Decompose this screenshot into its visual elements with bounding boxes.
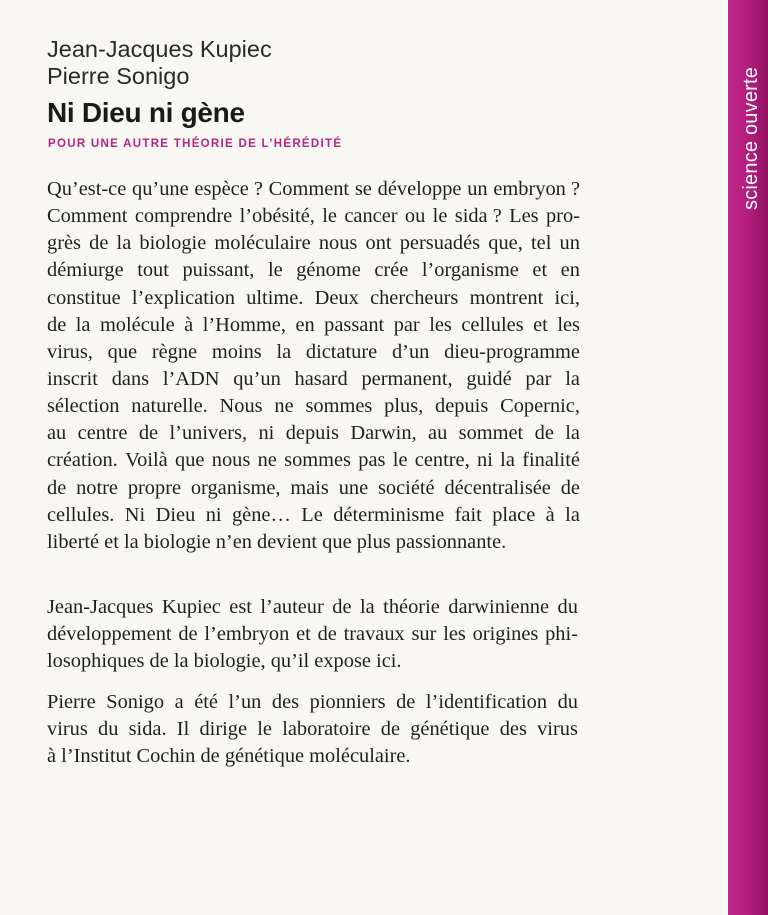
word: mais xyxy=(290,476,329,499)
text-line xyxy=(47,176,580,203)
word: création. xyxy=(47,449,118,472)
bio-lines xyxy=(47,594,578,648)
word: le xyxy=(257,718,272,741)
word: sommet xyxy=(458,422,524,445)
text-line xyxy=(47,502,580,529)
word: constitue xyxy=(47,286,121,309)
word: une xyxy=(338,476,369,499)
word: dans xyxy=(111,367,150,390)
word: sommes xyxy=(305,395,373,418)
word: sur xyxy=(411,623,437,646)
word: du xyxy=(98,718,119,741)
word: origines xyxy=(472,623,539,646)
word: de xyxy=(89,232,109,255)
summary-lines xyxy=(47,176,580,529)
bio-last-line: à l’Institut Cochin de génétique moléculaire. xyxy=(47,745,411,768)
word: l’identification xyxy=(425,691,548,713)
word: de xyxy=(47,476,67,499)
word: par xyxy=(525,367,552,390)
word: ou xyxy=(404,205,426,228)
word: cancer xyxy=(344,205,398,228)
word: plus, xyxy=(384,395,424,418)
word: chercheurs xyxy=(370,286,459,309)
word: tout xyxy=(137,259,169,282)
word: qu’une xyxy=(132,178,189,200)
word: moléculaire xyxy=(214,232,311,255)
word: la xyxy=(565,503,580,526)
bio-lines xyxy=(47,689,578,743)
word: l’ADN xyxy=(162,367,220,390)
word: que xyxy=(175,449,205,472)
word: l’univers, xyxy=(169,422,248,445)
word: de xyxy=(178,623,198,646)
authors xyxy=(47,36,272,90)
word: virus xyxy=(537,718,578,741)
word: la xyxy=(500,449,515,472)
word: ici, xyxy=(554,286,580,309)
word: l’auteur xyxy=(260,596,324,618)
word: du xyxy=(557,691,578,713)
word: théorie xyxy=(383,596,440,618)
word: la xyxy=(116,232,132,255)
word: Le xyxy=(301,503,323,526)
word: la xyxy=(359,596,375,618)
word: les xyxy=(429,313,452,336)
word: décentralisée xyxy=(444,476,551,499)
word: au xyxy=(47,422,67,445)
word: que xyxy=(107,340,138,363)
word: naturelle. xyxy=(131,395,208,418)
word: hasard xyxy=(294,367,348,390)
word: est xyxy=(229,596,252,618)
word: Sonigo xyxy=(106,691,165,713)
word: l’Homme, xyxy=(202,313,286,336)
word: du xyxy=(557,596,578,618)
word: persuadés xyxy=(399,232,481,255)
word: d’un xyxy=(391,340,430,363)
word: de xyxy=(396,691,416,713)
word: centre xyxy=(77,422,128,445)
word: et xyxy=(296,623,311,646)
word: sida. xyxy=(128,718,167,741)
word: les xyxy=(557,313,580,336)
word: un xyxy=(467,178,488,200)
word: sommes xyxy=(284,449,351,472)
text-line xyxy=(47,420,580,447)
word: la xyxy=(276,340,292,363)
word: ni xyxy=(205,503,222,526)
word: Dieu xyxy=(155,503,196,526)
word: pro- xyxy=(545,205,580,228)
word: gène… xyxy=(231,503,291,526)
word: et xyxy=(532,259,548,282)
word: se xyxy=(354,178,372,200)
word: Qu’est-ce xyxy=(47,178,127,200)
word: les xyxy=(443,623,466,646)
word: développement xyxy=(47,623,172,646)
text-line xyxy=(47,393,580,420)
word: de xyxy=(534,422,554,445)
word: dirige xyxy=(199,718,248,741)
word: qu’un xyxy=(233,367,281,390)
word: ni xyxy=(477,449,493,472)
word: inscrit xyxy=(47,367,98,390)
word: le xyxy=(322,205,337,228)
word: a xyxy=(174,691,184,713)
word: permanent, xyxy=(361,367,453,390)
text-line xyxy=(47,689,578,716)
word: que, xyxy=(488,232,523,255)
word: nous xyxy=(318,232,358,255)
word: règne xyxy=(151,340,198,363)
word: Deux xyxy=(314,286,359,309)
word: notre xyxy=(76,476,118,499)
word: la xyxy=(565,422,580,445)
word: génétique xyxy=(410,718,490,741)
word: la xyxy=(565,367,580,390)
word: embryon ? xyxy=(493,178,580,200)
word: depuis xyxy=(285,422,339,445)
word: laboratoire xyxy=(282,718,371,741)
author-bio-sonigo xyxy=(47,689,578,770)
word: virus, xyxy=(47,340,93,363)
word: ne xyxy=(257,449,277,472)
word: finalité xyxy=(522,449,580,472)
word: moins xyxy=(211,340,262,363)
word: ont xyxy=(365,232,392,255)
word: grès xyxy=(47,232,81,255)
word: darwinienne xyxy=(448,596,550,618)
word: ultime. xyxy=(246,286,304,309)
word: ni xyxy=(258,422,275,445)
word: déterminisme xyxy=(333,503,445,526)
word: propre xyxy=(127,476,182,499)
word: Il xyxy=(176,718,190,741)
word: Ni xyxy=(124,503,146,526)
word: développe xyxy=(377,178,462,200)
word: crée xyxy=(374,259,409,282)
word: de xyxy=(332,596,352,618)
word: passant xyxy=(324,313,385,336)
word: l’explication xyxy=(131,286,235,309)
word: montrent xyxy=(469,286,544,309)
word: virus xyxy=(47,718,88,741)
word: guidé xyxy=(466,367,512,390)
word: Comment xyxy=(268,178,350,200)
word: Kupiec xyxy=(161,596,221,618)
word: sélection xyxy=(47,395,120,418)
word: pionniers xyxy=(309,691,386,713)
word: des xyxy=(271,691,300,713)
word: Comment xyxy=(47,205,128,228)
word: Nous xyxy=(219,395,263,418)
word: en xyxy=(295,313,315,336)
text-line xyxy=(47,312,580,339)
word: cellules xyxy=(461,313,524,336)
text-line xyxy=(47,447,580,474)
word: un xyxy=(559,232,580,255)
word: par xyxy=(393,313,420,336)
word: génome xyxy=(296,259,361,282)
author-bio-kupiec xyxy=(47,594,578,675)
summary-paragraph xyxy=(47,176,580,556)
word: place xyxy=(492,503,536,526)
word: Copernic, xyxy=(500,395,580,418)
word: le xyxy=(432,205,448,228)
word: démiurge xyxy=(47,259,124,282)
series-label: science ouverte xyxy=(740,66,762,210)
word: fait xyxy=(454,503,482,526)
word: tel xyxy=(530,232,552,255)
word: dieu-programme xyxy=(444,340,580,363)
word: sida ? xyxy=(454,205,502,228)
word: comprendre xyxy=(134,205,233,228)
word: de xyxy=(47,313,67,336)
word: depuis xyxy=(435,395,489,418)
word: de xyxy=(317,623,337,646)
word: de xyxy=(560,476,580,499)
word: dictature xyxy=(305,340,378,363)
word: espèce ? xyxy=(194,178,263,200)
word: Darwin, xyxy=(350,422,417,445)
text-line xyxy=(47,475,580,502)
word: Voilà xyxy=(125,449,168,472)
word: au xyxy=(428,422,448,445)
word: cellules. xyxy=(47,503,115,526)
word: l’un xyxy=(228,691,262,713)
word: organisme, xyxy=(190,476,281,499)
text-line xyxy=(47,366,580,393)
word: été xyxy=(194,691,218,713)
book-subtitle: POUR UNE AUTRE THÉORIE DE L’HÉRÉDITÉ xyxy=(48,138,343,150)
word: des xyxy=(499,718,527,741)
word: société xyxy=(377,476,435,499)
word: puissant, xyxy=(182,259,255,282)
summary-last-line: liberté et la biologie n’en devient que plus passionnante. xyxy=(47,530,507,553)
word: phi- xyxy=(545,623,578,646)
word: en xyxy=(560,259,580,282)
word: Pierre xyxy=(47,691,96,713)
bio-last-line: losophiques de la biologie, qu’il expose ici. xyxy=(47,650,402,673)
word: la xyxy=(75,313,91,336)
word: biologie xyxy=(139,232,207,255)
word: le xyxy=(392,449,408,472)
book-title: Ni Dieu ni gène xyxy=(47,97,245,128)
author-name: Jean-Jacques Kupiec xyxy=(47,36,272,62)
word: ne xyxy=(274,395,294,418)
author-name: Pierre Sonigo xyxy=(47,63,190,89)
word: travaux xyxy=(343,623,405,646)
text-line xyxy=(47,257,580,284)
word: à xyxy=(184,313,194,336)
word: molécule xyxy=(99,313,175,336)
word: et xyxy=(533,313,548,336)
text-line xyxy=(47,594,578,621)
word: à xyxy=(545,503,555,526)
word: pas xyxy=(358,449,386,472)
word: l’organisme xyxy=(421,259,519,282)
text-line xyxy=(47,230,580,257)
word: centre, xyxy=(414,449,470,472)
word: Les xyxy=(509,205,539,228)
word: l’obésité, xyxy=(239,205,315,228)
word: de xyxy=(138,422,159,445)
text-line xyxy=(47,339,580,366)
word: l’embryon xyxy=(204,623,290,646)
word: Jean-Jacques xyxy=(47,596,154,618)
word: le xyxy=(267,259,283,282)
text-line xyxy=(47,716,578,743)
text-line xyxy=(47,203,580,230)
word: nous xyxy=(211,449,251,472)
word: de xyxy=(380,718,400,741)
text-line xyxy=(47,285,580,312)
text-line xyxy=(47,621,578,648)
